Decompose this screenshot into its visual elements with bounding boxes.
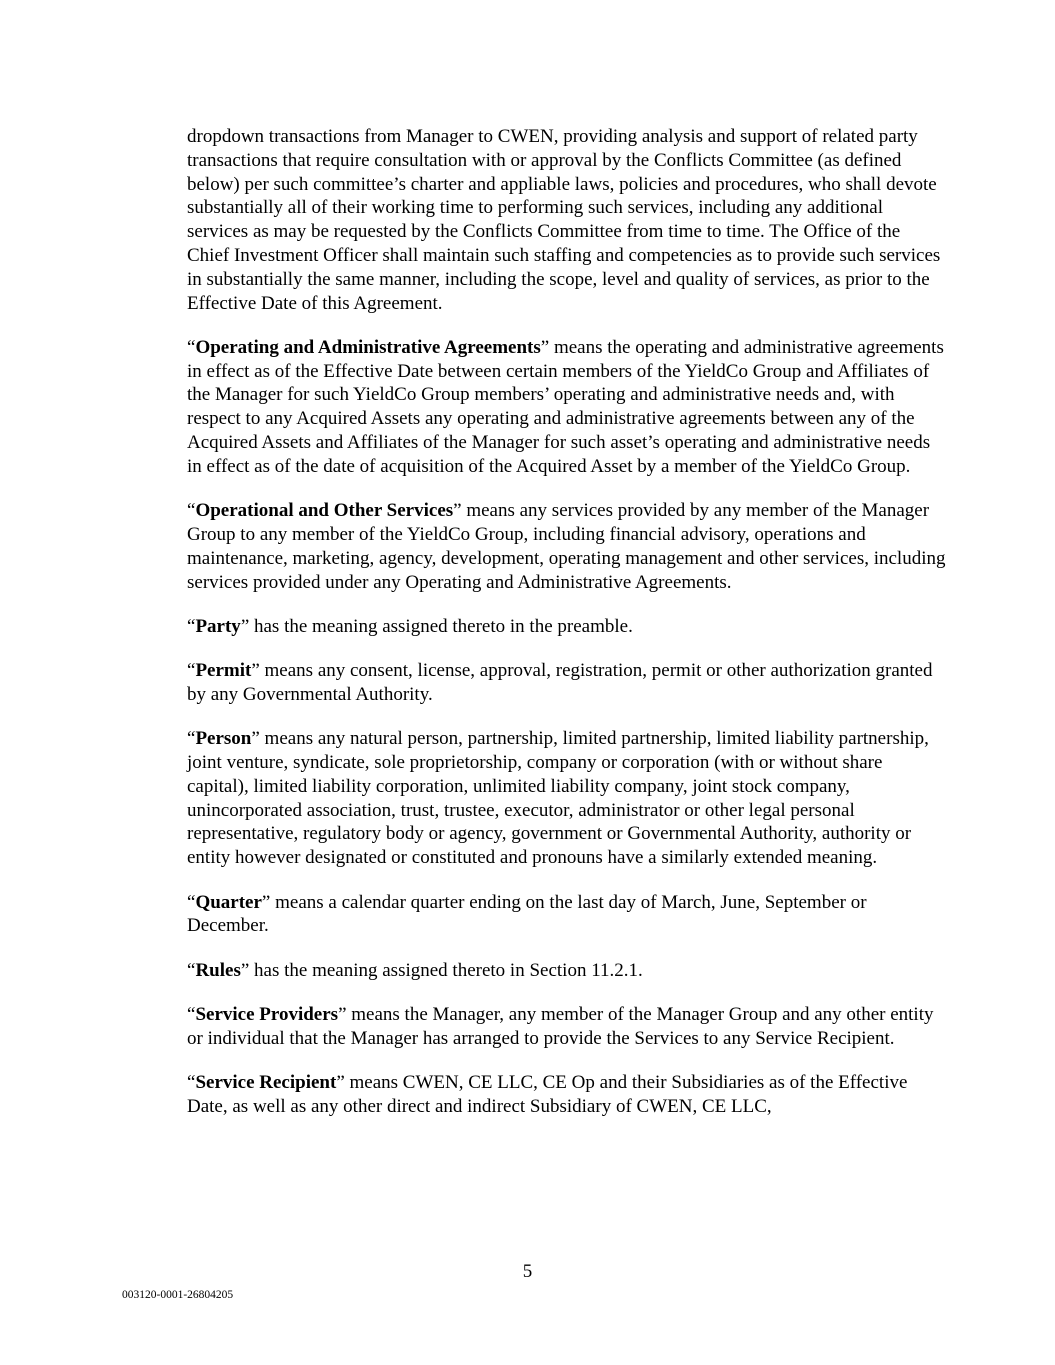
definition-text: ” has the meaning assigned thereto in Section 11.2.1. — [240, 959, 643, 981]
definition-operating-and-administrative-agreements — [187, 336, 947, 479]
definition-text: ” means the Manager, any member of the Manager Group and any other entity or individual that the Manager has arranged to provide the Services to any Service Recipient. — [187, 1003, 934, 1049]
open-quote: “ — [187, 660, 196, 682]
definition-text: ” means CWEN, CE LLC, CE Op and their Subsidiaries as of the Effective Date, as well as any other direct and indirect Subsidiary of CWEN, CE LLC, — [187, 1072, 908, 1117]
definition-text: ” means any natural person, partnership, limited partnership, limited liability partnership, joint venture, syndicate, sole proprietorship, company or corporation (with or without share capital), limited liability corporation, unlimited liability company, joint stock company, unincorporated association, trust, trustee, executor, administrator or other legal personal representative, regulatory body or agency, government or Governmental Authority, authority or entity however designated or constituted and pronouns have a similarly extended meaning. — [187, 728, 929, 869]
defined-term: Service Recipient — [195, 1072, 337, 1093]
open-quote: “ — [187, 1072, 196, 1093]
definition-quarter — [187, 891, 947, 939]
defined-term: Quarter — [195, 891, 262, 913]
definition-text: ” means a calendar quarter ending on the last day of March, June, September or December. — [187, 891, 867, 937]
definition-person — [187, 727, 947, 870]
document-id: 003120-0001-26804205 — [122, 1289, 234, 1301]
open-quote: “ — [187, 728, 196, 750]
defined-term: Operational and Other Services — [195, 500, 454, 522]
open-quote: “ — [187, 336, 196, 358]
definition-party — [187, 615, 947, 639]
defined-term: Rules — [195, 959, 241, 981]
paragraph-continuation — [187, 125, 947, 315]
definition-service-providers — [187, 1003, 947, 1051]
definition-service-recipient — [187, 1071, 947, 1119]
document-body — [187, 125, 947, 1139]
defined-term: Person — [195, 728, 252, 750]
definition-text: ” has the meaning assigned thereto in the preamble. — [240, 615, 633, 637]
defined-term: Party — [195, 615, 241, 637]
open-quote: “ — [187, 500, 196, 522]
definition-operational-and-other-services — [187, 499, 947, 594]
definition-permit — [187, 659, 947, 707]
page-number: 5 — [522, 1261, 533, 1282]
defined-term: Operating and Administrative Agreements — [195, 336, 541, 358]
defined-term: Service Providers — [195, 1003, 339, 1025]
paragraph-text: dropdown transactions from Manager to CWEN, providing analysis and support of related party transactions that require consultation with or approval by the Conflicts Committee (as defined below) per such committee’s charter and appliable laws, policies and procedures, who shall devote substantially all of their working time to performing such services, including any additional services as may be requested by the Conflicts Committee from time to time. The Office of the Chief Investment Officer shall maintain such staffing and competencies as to provide such services in substantially the same manner, including the scope, level and quality of services, as prior to the Effective Date of this Agreement. — [187, 126, 941, 314]
open-quote: “ — [187, 891, 196, 913]
definition-text: ” means any consent, license, approval, registration, permit or other authorization granted by any Governmental Authority. — [187, 660, 933, 705]
definition-rules — [187, 959, 947, 983]
open-quote: “ — [187, 615, 196, 637]
defined-term: Permit — [195, 660, 252, 682]
definition-text: ” means any services provided by any member of the Manager Group to any member of the YieldCo Group, including financial advisory, operations and maintenance, marketing, agency, development, operating management and other services, including services provided under any Operating and Administrative Agreements. — [187, 500, 946, 593]
open-quote: “ — [187, 959, 196, 981]
definition-text: ” means the operating and administrative agreements in effect as of the Effective Date between certain members of the YieldCo Group and Affiliates of the Manager for such YieldCo Group members’ operating and administrative needs and, with respect to any Acquired Assets any operating and administrative agreements between any of the Acquired Assets and Affiliates of the Manager for such asset’s operating and administrative needs in effect as of the date of acquisition of the Acquired Asset by a member of the YieldCo Group. — [187, 336, 944, 477]
open-quote: “ — [187, 1003, 196, 1025]
